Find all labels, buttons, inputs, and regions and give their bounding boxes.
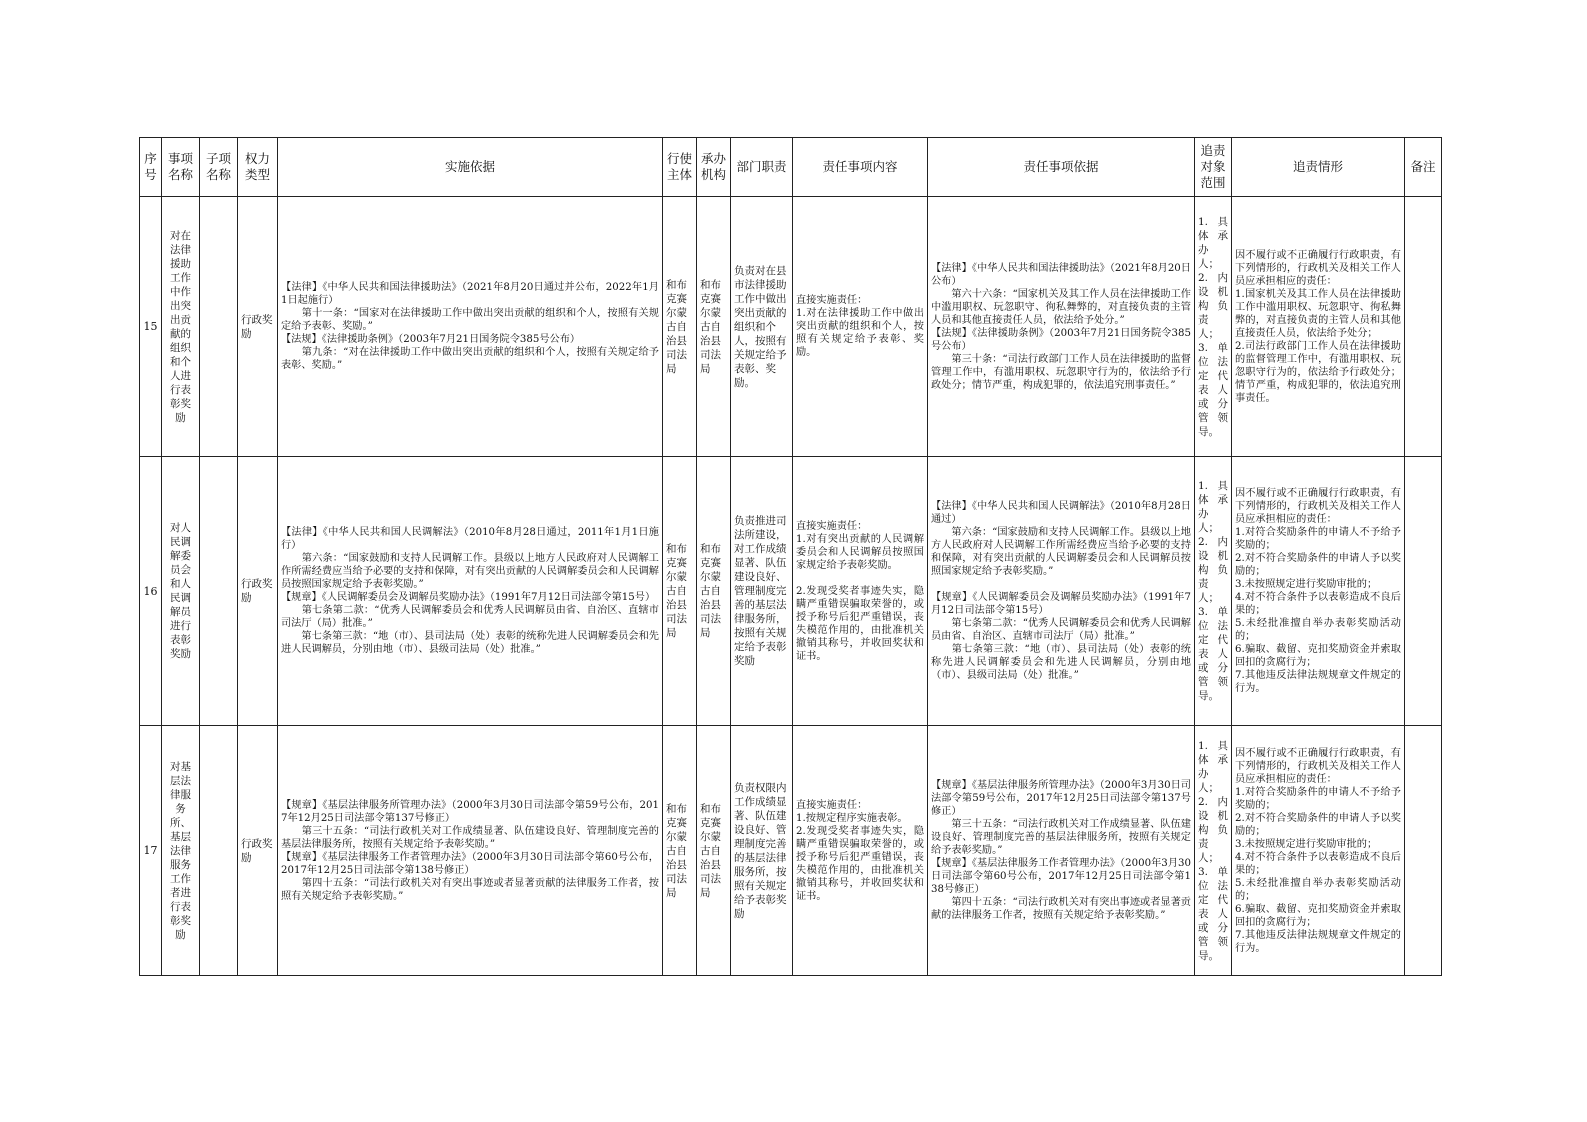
cell-subject: 和布克赛尔蒙古自治县司法局: [663, 457, 697, 726]
header-subject: 行使主体: [663, 138, 697, 197]
cell-basis: 【法律】《中华人民共和国法律援助法》（2021年8月20日通过并公布，2022年1月1日起施行） 第十一条：“国家对在法律援助工作中做出突出贡献的组织和个人，按照有关规定给予表彰、奖励。” 【法规】《法律援助条例》（2003年7月21日国务院令385号公布） 第九条：“对在法律援助工作中做出突出贡献的组织和个人，按照有关规定给予表彰、奖励。”: [278, 197, 663, 457]
cell-remark: [1405, 726, 1442, 976]
power-responsibility-table: [139, 137, 1442, 976]
cell-item-name: 对人民调解委员会和人民调解员进行表彰奖励: [162, 457, 200, 726]
header-row: [140, 138, 1442, 197]
cell-situation: 因不履行或不正确履行行政职责，有下列情形的，行政机关及相关工作人员应承担相应的责任： 1.对符合奖励条件的申请人不予给予奖励的； 2.对不符合奖励条件的申请人予以奖励的； 3.未按照规定进行奖励审批的； 4.对不符合条件予以表彰造成不良后果的； 5.未经批准擅自举办表彰奖励活动的； 6.骗取、截留、克扣奖励资金并索取回扣的贪腐行为； 7.其他违反法律法规规章文件规定的行为。: [1232, 726, 1405, 976]
header-item-name: 事项名称: [162, 138, 200, 197]
cell-resp-content: 直接实施责任： 1.对在法律援助工作中做出突出贡献的组织和个人，按照有关规定给予表彰、奖励。: [793, 197, 928, 457]
cell-subject: 和布克赛尔蒙古自治县司法局: [663, 726, 697, 976]
header-resp-content: 责任事项内容: [793, 138, 928, 197]
cell-organ: 和布克赛尔蒙古自治县司法局: [697, 457, 731, 726]
cell-scope: 1.具体承办人； 2.内设机构负责人； 3.单位法定代表人或分管领导。: [1195, 197, 1232, 457]
cell-duty: 负责对在县市法律援助工作中做出突出贡献的组织和个人，按照有关规定给予表彰、奖励。: [731, 197, 793, 457]
cell-resp-basis: 【法律】《中华人民共和国法律援助法》（2021年8月20日公布） 第六十六条：“国家机关及其工作人员在法律援助工作中滥用职权、玩忽职守、徇私舞弊的，对直接负责的主管人员和其他直接责任人员，依法给予处分。” 【法规】《法律援助条例》（2003年7月21日国务院令385号公布） 第三十条：“司法行政部门工作人员在法律援助的监督管理工作中，有滥用职权、玩忽职守行为的，依法给予行政处分；情节严重，构成犯罪的，依法追究刑事责任。”: [928, 197, 1195, 457]
cell-resp-content: 直接实施责任： 1.对有突出贡献的人民调解委员会和人民调解员按照国家规定给予表彰奖励。 2.发现受奖者事迹失实，隐瞒严重错误骗取荣誉的，或授予称号后犯严重错误，丧失模范作用的，由批准机关撤销其称号，并收回奖状和证书。: [793, 457, 928, 726]
cell-resp-basis: 【法律】《中华人民共和国人民调解法》（2010年8月28日通过） 第六条：“国家鼓励和支持人民调解工作。县级以上地方人民政府对人民调解工作所需经费应当给予必要的支持和保障，对有突出贡献的人民调解委员会和人民调解员按照国家规定给予表彰奖励。” 【规章】《人民调解委员会及调解员奖励办法》（1991年7月12日司法部令第15号） 第七条第二款：“优秀人民调解委员会和优秀人民调解员由省、自治区、直辖市司法厅（局）批准。” 第七条第三款：“地（市）、县司法局（处）表彰的统称先进人民调解委员会和先进人民调解员，分别由地（市）、县级司法局（处）批准。”: [928, 457, 1195, 726]
cell-power-type: 行政奖励: [238, 457, 278, 726]
header-duty: 部门职责: [731, 138, 793, 197]
table-row: [140, 457, 1442, 726]
cell-subitem-name: [200, 197, 238, 457]
header-remark: 备注: [1405, 138, 1442, 197]
cell-scope: 1.具体承办人； 2.内设机构负责人； 3.单位法定代表人或分管领导。: [1195, 726, 1232, 976]
header-subitem-name: 子项名称: [200, 138, 238, 197]
table-row: [140, 197, 1442, 457]
cell-subitem-name: [200, 726, 238, 976]
cell-seq: 16: [140, 457, 162, 726]
cell-remark: [1405, 457, 1442, 726]
table-row: [140, 726, 1442, 976]
header-scope: 追责对象范围: [1195, 138, 1232, 197]
header-organ: 承办机构: [697, 138, 731, 197]
cell-seq: 17: [140, 726, 162, 976]
cell-subitem-name: [200, 457, 238, 726]
cell-power-type: 行政奖励: [238, 726, 278, 976]
cell-resp-content: 直接实施责任： 1.按规定程序实施表彰。 2.发现受奖者事迹失实，隐瞒严重错误骗取荣誉的，或授予称号后犯严重错误，丧失模范作用的，由批准机关撤销其称号，并收回奖状和证书。: [793, 726, 928, 976]
cell-seq: 15: [140, 197, 162, 457]
cell-basis: 【法律】《中华人民共和国人民调解法》（2010年8月28日通过，2011年1月1日施行） 第六条：“国家鼓励和支持人民调解工作。县级以上地方人民政府对人民调解工作所需经费应当给予必要的支持和保障，对有突出贡献的人民调解委员会和人民调解员按照国家规定给予表彰奖励。” 【规章】《人民调解委员会及调解员奖励办法》（1991年7月12日司法部令第15号） 第七条第二款：“优秀人民调解委员会和优秀人民调解员由省、自治区、直辖市司法厅（局）批准。” 第七条第三款：“地（市）、县司法局（处）表彰的统称先进人民调解委员会和先进人民调解员，分别由地（市）、县级司法局（处）批准。”: [278, 457, 663, 726]
cell-duty: 负责权限内工作成绩显著、队伍建设良好、管理制度完善的基层法律服务所，按照有关规定给予表彰奖励: [731, 726, 793, 976]
cell-duty: 负责推进司法所建设，对工作成绩显著、队伍建设良好、管理制度完善的基层法律服务所，按照有关规定给予表彰奖励: [731, 457, 793, 726]
cell-item-name: 对基层法律服务所、基层法律服务工作者进行表彰奖励: [162, 726, 200, 976]
header-situation: 追责情形: [1232, 138, 1405, 197]
cell-situation: 因不履行或不正确履行行政职责，有下列情形的，行政机关及相关工作人员应承担相应的责任： 1.国家机关及其工作人员在法律援助工作中滥用职权、玩忽职守、徇私舞弊的，对直接负责的主管人员和其他直接责任人员，依法给予处分； 2.司法行政部门工作人员在法律援助的监督管理工作中，有滥用职权、玩忽职守行为的，依法给予行政处分；情节严重，构成犯罪的，依法追究刑事责任。: [1232, 197, 1405, 457]
cell-organ: 和布克赛尔蒙古自治县司法局: [697, 726, 731, 976]
header-seq: 序号: [140, 138, 162, 197]
cell-scope: 1.具体承办人； 2.内设机构负责人； 3.单位法定代表人或分管领导。: [1195, 457, 1232, 726]
cell-organ: 和布克赛尔蒙古自治县司法局: [697, 197, 731, 457]
cell-situation: 因不履行或不正确履行行政职责，有下列情形的，行政机关及相关工作人员应承担相应的责任： 1.对符合奖励条件的申请人不予给予奖励的； 2.对不符合奖励条件的申请人予以奖励的； 3.未按照规定进行奖励审批的； 4.对不符合条件予以表彰造成不良后果的； 5.未经批准擅自举办表彰奖励活动的； 6.骗取、截留、克扣奖励资金并索取回扣的贪腐行为； 7.其他违反法律法规规章文件规定的行为。: [1232, 457, 1405, 726]
header-resp-basis: 责任事项依据: [928, 138, 1195, 197]
header-power-type: 权力类型: [238, 138, 278, 197]
cell-resp-basis: 【规章】《基层法律服务所管理办法》（2000年3月30日司法部令第59号公布，2017年12月25日司法部令第137号修正） 第三十五条：“司法行政机关对工作成绩显著、队伍建设良好、管理制度完善的基层法律服务所，按照有关规定给予表彰奖励。” 【规章】《基层法律服务工作者管理办法》（2000年3月30日司法部令第60号公布，2017年12月25日司法部令第138号修正） 第四十五条：“司法行政机关对有突出事迹或者显著贡献的法律服务工作者，按照有关规定给予表彰奖励。”: [928, 726, 1195, 976]
cell-item-name: 对在法律援助工作中作出突出贡献的组织和个人进行表彰奖励: [162, 197, 200, 457]
cell-subject: 和布克赛尔蒙古自治县司法局: [663, 197, 697, 457]
responsibility-list-sheet: [139, 137, 1441, 976]
cell-power-type: 行政奖励: [238, 197, 278, 457]
cell-basis: 【规章】《基层法律服务所管理办法》（2000年3月30日司法部令第59号公布，2017年12月25日司法部令第137号修正） 第三十五条：“司法行政机关对工作成绩显著、队伍建设良好、管理制度完善的基层法律服务所，按照有关规定给予表彰奖励。” 【规章】《基层法律服务工作者管理办法》（2000年3月30日司法部令第60号公布，2017年12月25日司法部令第138号修正） 第四十五条：“司法行政机关对有突出事迹或者显著贡献的法律服务工作者，按照有关规定给予表彰奖励。”: [278, 726, 663, 976]
header-basis: 实施依据: [278, 138, 663, 197]
cell-remark: [1405, 197, 1442, 457]
